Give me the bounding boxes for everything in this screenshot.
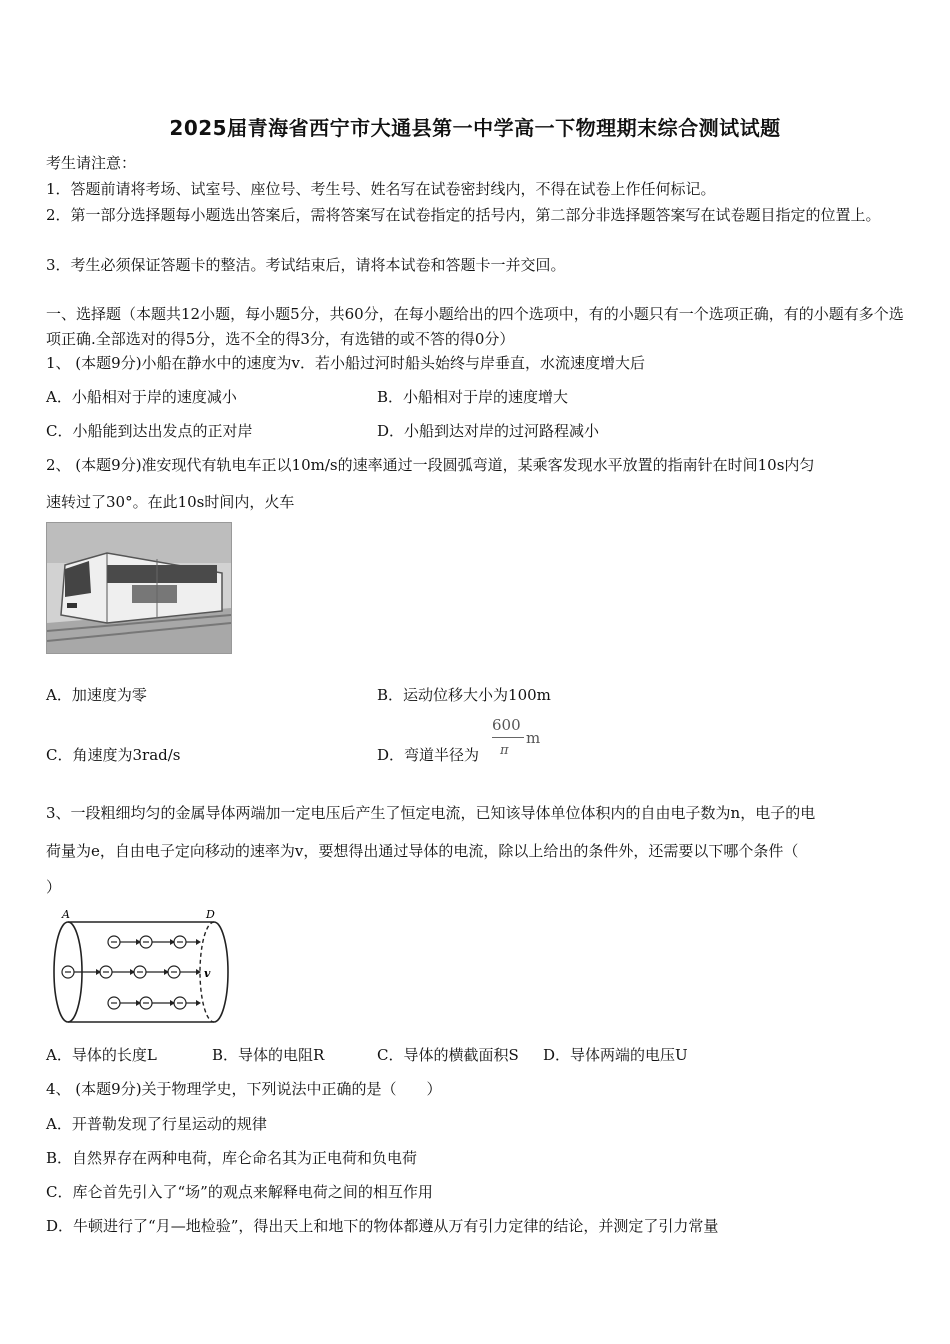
q2-stem-line2: 速转过了30°。在此10s时间内，火车 [46,493,295,511]
q1-option-a: A．小船相对于岸的速度减小 [46,388,237,406]
q2-option-c: C．角速度为3rad/s [46,746,181,764]
q1-option-d: D．小船到达对岸的过河路程减小 [377,422,600,440]
q4-option-d: D．牛顿进行了“月—地检验”，得出天上和地下的物体都遵从万有引力定律的结论，并测定了引力常量 [46,1217,719,1235]
q3-stem-line1: 3、一段粗细均匀的金属导体两端加一定电压后产生了恒定电流，已知该导体单位体积内的自由电子数为n，电子的电 [46,804,816,822]
q1-stem: 1、 (本题9分)小船在静水中的速度为v．若小船过河时船头始终与岸垂直，水流速度增大后 [46,354,646,372]
tram-illustration [47,523,231,653]
q1-option-b: B．小船相对于岸的速度增大 [377,388,569,406]
fraction-bar [492,737,524,738]
notice-heading: 考生请注意： [46,154,137,172]
q3-option-a: A．导体的长度L [46,1046,157,1064]
q2-stem-line1: 2、 (本题9分)准安现代有轨电车正以10m/s的速率通过一段圆弧弯道，某乘客发现水平放置的指南针在时间10s内匀 [46,456,815,474]
q2-option-d: D．弯道半径为 [377,746,480,764]
label-d: D [206,908,215,921]
fraction-unit: m [526,729,541,747]
notice-item-1: 1．答题前请将考场、试室号、座位号、考生号、姓名写在试卷密封线内，不得在试卷上作任何标记。 [46,180,716,198]
conductor-diagram [46,902,236,1032]
q4-option-a: A．开普勒发现了行星运动的规律 [46,1115,267,1133]
q3-stem-line3: ） [46,878,62,896]
fraction-denominator: π [500,743,509,758]
q3-stem-line2: 荷量为e，自由电子定向移动的速率为v，要想得出通过导体的电流，除以上给出的条件外，还需要以下哪个条件（ [46,842,799,860]
notice-item-3: 3．考生必须保证答题卡的整洁。考试结束后，请将本试卷和答题卡一并交回。 [46,256,566,274]
tram-photo [46,522,232,654]
q3-option-c: C．导体的横截面积S [377,1046,519,1064]
page-title: 2025届青海省西宁市大通县第一中学高一下物理期末综合测试试题 [169,116,781,140]
label-a: A [62,908,70,921]
q4-option-b: B．自然界存在两种电荷，库仑命名其为正电荷和负电荷 [46,1149,418,1167]
q3-option-b: B．导体的电阻R [212,1046,325,1064]
q4-stem: 4、 (本题9分)关于物理学史，下列说法中正确的是（ ） [46,1080,442,1098]
fraction-numerator: 600 [492,716,521,734]
q4-option-c: C．库仑首先引入了“场”的观点来解释电荷之间的相互作用 [46,1183,433,1201]
conductor-cylinder [46,902,236,1032]
q1-option-c: C．小船能到达出发点的正对岸 [46,422,253,440]
label-v: v [204,967,211,980]
radius-fraction [490,716,560,766]
q2-option-a: A．加速度为零 [46,686,147,704]
q2-option-b: B．运动位移大小为100m [377,686,551,704]
q3-option-d: D．导体两端的电压U [543,1046,688,1064]
notice-item-2: 2．第一部分选择题每小题选出答案后，需将答案写在试卷指定的括号内，第二部分非选择题答案写在试卷题目指定的位置上。 [46,206,881,224]
section-heading: 一、选择题（本题共12小题，每小题5分，共60分，在每小题给出的四个选项中，有的小题只有一个选项正确，有的小题有多个选项正确.全部选对的得5分，选不全的得3分，有选错的或不答的得0分） [46,305,904,348]
